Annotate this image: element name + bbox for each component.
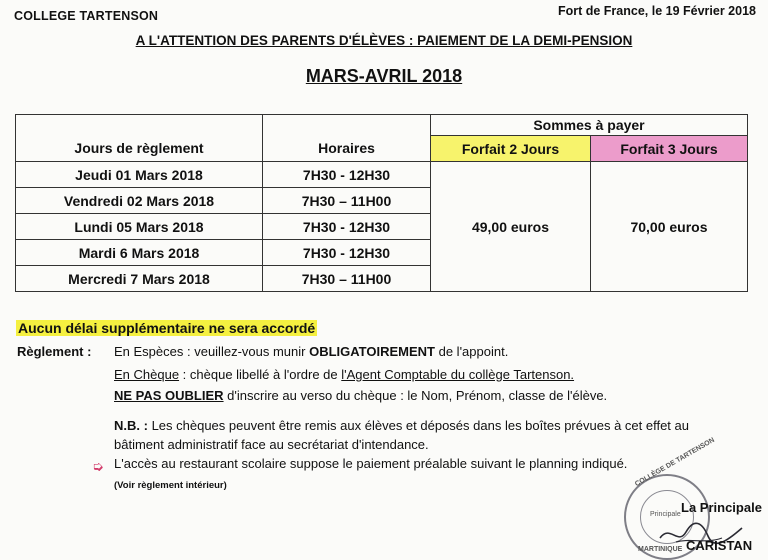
- column-header-row: [16, 136, 748, 162]
- hours-cell: 7H30 – 11H00: [263, 266, 431, 292]
- school-name: COLLEGE TARTENSON: [14, 9, 159, 23]
- reminder-line: [114, 388, 607, 403]
- blank-cell: [263, 115, 431, 136]
- notice-heading-text: A L'ATTENTION DES PARENTS D'ÉLÈVES : PAIEMENT DE LA DEMI-PENSION: [135, 33, 633, 48]
- day-cell: Mardi 6 Mars 2018: [16, 240, 263, 266]
- stamp-bottom-text: MARTINIQUE: [638, 546, 683, 553]
- cheque-payee: l'Agent Comptable du collège Tartenson.: [341, 367, 575, 382]
- cheque-text: : chèque libellé à l'ordre de: [179, 367, 342, 382]
- cash-text-b: de l'appoint.: [435, 344, 509, 359]
- signatory-name: CARISTAN: [686, 538, 753, 553]
- price-forfait-2: 49,00 euros: [431, 162, 591, 292]
- reminder-text: d'inscrire au verso du chèque : le Nom, Prénom, classe de l'élève.: [223, 388, 608, 403]
- rules-reference: (Voir règlement intérieur): [114, 480, 227, 491]
- stamp-mid-text: Principale: [650, 511, 681, 518]
- cash-text-a: : veuillez-vous munir: [183, 344, 310, 359]
- blank-cell: [16, 115, 263, 136]
- day-cell: Vendredi 02 Mars 2018: [16, 188, 263, 214]
- payment-schedule-table: [15, 114, 748, 292]
- signatory-title: La Principale: [681, 500, 762, 515]
- sums-header-row: [16, 115, 748, 136]
- nb-line-1: [114, 418, 689, 433]
- price-forfait-3: 70,00 euros: [591, 162, 748, 292]
- table-row: [16, 162, 748, 188]
- period-title: [0, 66, 768, 87]
- reminder-label: NE PAS OUBLIER: [114, 388, 224, 403]
- hours-cell: 7H30 - 12H30: [263, 162, 431, 188]
- access-notice: L'accès au restaurant scolaire suppose le paiement préalable suivant le planning indiqué.: [114, 456, 628, 471]
- notice-heading: [0, 33, 768, 48]
- col-header-forfait-2: Forfait 2 Jours: [431, 136, 591, 162]
- cash-label: En Espèces: [114, 344, 184, 359]
- stamp-top-text: COLLÈGE DE TARTENSON: [634, 436, 716, 489]
- nb-text-1: Les chèques peuvent être remis aux élèves et déposés dans les boîtes prévues à cet effet au: [147, 418, 689, 433]
- hours-cell: 7H30 – 11H00: [263, 188, 431, 214]
- hours-cell: 7H30 - 12H30: [263, 214, 431, 240]
- day-cell: Lundi 05 Mars 2018: [16, 214, 263, 240]
- hours-cell: 7H30 - 12H30: [263, 240, 431, 266]
- col-header-forfait-3: Forfait 3 Jours: [591, 136, 748, 162]
- nb-label: N.B. :: [114, 418, 148, 433]
- reglement-label: Règlement :: [17, 344, 92, 359]
- period-title-text: MARS-AVRIL 2018: [305, 66, 463, 86]
- no-extra-delay-notice: Aucun délai supplémentaire ne sera accordé: [18, 320, 316, 336]
- sums-header: Sommes à payer: [431, 115, 748, 136]
- col-header-days: Jours de règlement: [16, 136, 263, 162]
- cheque-label: En Chèque: [114, 367, 180, 382]
- nb-line-2: bâtiment administratif face au secrétariat d'intendance.: [114, 437, 429, 452]
- dateline: Fort de France, le 19 Février 2018: [557, 4, 756, 18]
- cash-bold: OBLIGATOIREMENT: [309, 344, 435, 359]
- cheque-line: [114, 367, 574, 382]
- day-cell: Jeudi 01 Mars 2018: [16, 162, 263, 188]
- arrow-icon: ➭: [92, 458, 104, 474]
- day-cell: Mercredi 7 Mars 2018: [16, 266, 263, 292]
- col-header-hours: Horaires: [263, 136, 431, 162]
- cash-line: [114, 344, 508, 359]
